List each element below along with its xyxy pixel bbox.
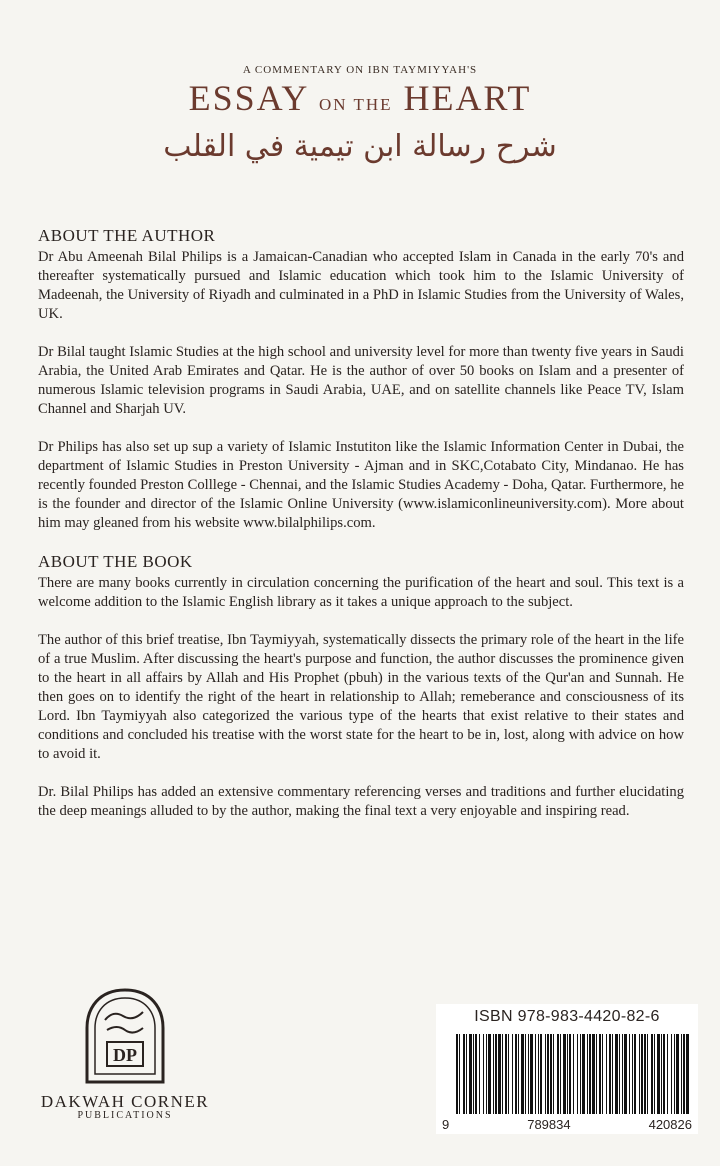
barcode-stripe — [676, 1034, 679, 1114]
barcode-stripe — [515, 1034, 517, 1114]
barcode-stripe — [641, 1034, 643, 1114]
barcode-stripe — [632, 1034, 633, 1114]
barcode-stripe — [661, 1034, 662, 1114]
publisher-emblem-icon — [79, 986, 171, 1090]
barcode-stripe — [624, 1034, 627, 1114]
barcode-stripe — [609, 1034, 611, 1114]
barcode-stripe — [686, 1034, 689, 1114]
barcode-stripe — [639, 1034, 640, 1114]
barcode-stripe — [456, 1034, 458, 1114]
barcode-stripe — [567, 1034, 568, 1114]
barcode-stripe — [518, 1034, 519, 1114]
barcode-stripe — [560, 1034, 561, 1114]
barcode-stripe — [547, 1034, 549, 1114]
barcode-stripe — [538, 1034, 539, 1114]
barcode-stripe — [540, 1034, 542, 1114]
barcode-stripe — [622, 1034, 623, 1114]
arabic-title: شرح رسالة ابن تيمية في القلب — [163, 129, 557, 164]
title-essay: ESSAY — [188, 78, 308, 118]
book-paragraph-2: The author of this brief treatise, Ibn Taymiyyah, systematically dissects the primary role of the heart in the life of a true Muslim. After discussing the heart's purpose and function, the author discusses the prominence given to the heart in all affairs by Allah and His Prophet (pbuh) in the various texts of the Qur'an and Sunnah. He then goes on to identify the right of the heart in relationship to Allah; remeberance and consciousness of its Lord. Ibn Taymiyyah also categorized the various type of the hearts that exist relative to their states and conditions and concluded his treatise with the worst state for the heart to be in, lost, along with advice on how to avoid it. — [38, 632, 684, 762]
barcode-stripe — [459, 1034, 460, 1114]
barcode-stripe — [587, 1034, 588, 1114]
barcode-stripe — [479, 1034, 480, 1114]
barcode-stripe — [545, 1034, 546, 1114]
barcode-stripe — [619, 1034, 620, 1114]
barcode-stripe — [488, 1034, 491, 1114]
barcode-stripe — [469, 1034, 472, 1114]
barcode-stripe — [615, 1034, 618, 1114]
barcode-stripe — [644, 1034, 646, 1114]
barcode-digits-mid: 789834 — [527, 1117, 571, 1132]
barcode-stripe — [651, 1034, 653, 1114]
emblem-letters: DP — [113, 1045, 137, 1065]
barcode-stripe — [683, 1034, 685, 1114]
barcode-stripe — [475, 1034, 477, 1114]
barcode-stripe — [550, 1034, 552, 1114]
author-paragraph-1: Dr Abu Ameenah Bilal Philips is a Jamaican-Canadian who accepted Islam in Canada in the early 70's and thereafter systematically pursued and Islamic education which took him to the Islamic University of Madeenah, the University of Riyadh and culminated in a PhD in Islamic Studies from the University of Wales, UK. — [38, 249, 684, 322]
barcode-stripe — [629, 1034, 630, 1114]
about-author-heading: ABOUT THE AUTHOR — [38, 226, 216, 245]
barcode-stripe — [530, 1034, 533, 1114]
barcode-stripe — [483, 1034, 484, 1114]
barcode-stripe — [599, 1034, 601, 1114]
barcode-stripe — [505, 1034, 507, 1114]
barcode-stripe — [525, 1034, 526, 1114]
barcode-stripe — [466, 1034, 467, 1114]
barcode-stripe — [495, 1034, 497, 1114]
barcode-stripe — [596, 1034, 597, 1114]
barcode-stripe — [602, 1034, 603, 1114]
barcode-stripe — [657, 1034, 660, 1114]
barcode-stripe — [674, 1034, 675, 1114]
barcode-stripe — [553, 1034, 554, 1114]
barcode-digit-left: 9 — [442, 1117, 450, 1132]
isbn-label: ISBN 978-983-4420-82-6 — [436, 1004, 698, 1030]
barcode-stripe — [521, 1034, 524, 1114]
about-book-heading: ABOUT THE BOOK — [38, 552, 193, 571]
barcode-stripe — [535, 1034, 536, 1114]
cover-body — [38, 226, 684, 840]
barcode-stripe — [512, 1034, 513, 1114]
title-heart: HEART — [403, 78, 532, 118]
barcode-stripe — [606, 1034, 607, 1114]
barcode-stripe — [592, 1034, 595, 1114]
barcode-digits — [442, 1117, 692, 1132]
barcode-stripe — [612, 1034, 613, 1114]
barcode-stripe — [528, 1034, 529, 1114]
barcode-stripe — [486, 1034, 487, 1114]
barcode-stripe — [463, 1034, 465, 1114]
author-paragraph-3: Dr Philips has also set up sup a variety of Islamic Instutiton like the Islamic Information Center in Dubai, the department of Islamic Studies in Preston University - Ajman and in SKC,Cotabato City, Mindanao. He has recently founded Preston Colllege - Chennai, and the Islamic Studies Academy - Doha, Qatar. Furthermore, he is the founder and director of the Islamic Online University (www.islamiconlineuniversity.com). More about him may gleaned from his website www.bilalphilips.com. — [38, 439, 684, 531]
barcode-stripe — [569, 1034, 571, 1114]
barcode-icon — [454, 1034, 692, 1120]
barcode-stripe — [582, 1034, 585, 1114]
barcode-stripe — [671, 1034, 672, 1114]
barcode-stripe — [502, 1034, 503, 1114]
barcode-bars — [436, 1030, 698, 1134]
barcode-stripe — [667, 1034, 668, 1114]
cover-header — [0, 64, 720, 164]
barcode-stripe — [573, 1034, 574, 1114]
barcode-stripe — [508, 1034, 509, 1114]
barcode-stripe — [577, 1034, 578, 1114]
barcode-stripe — [663, 1034, 665, 1114]
barcode-stripe — [493, 1034, 494, 1114]
title-on-the: ON THE — [319, 95, 393, 114]
barcode-stripe — [557, 1034, 559, 1114]
barcode-stripe — [498, 1034, 501, 1114]
barcode-stripe — [654, 1034, 655, 1114]
publisher-logo — [40, 986, 210, 1121]
barcode-stripe — [681, 1034, 682, 1114]
barcode-digits-right: 420826 — [648, 1117, 692, 1132]
barcode-stripe — [580, 1034, 581, 1114]
barcode-stripe — [473, 1034, 474, 1114]
book-paragraph-1: There are many books currently in circulation concerning the purification of the heart and soul. This text is a welcome addition to the Islamic English library as it takes a unique approach to the subject. — [38, 575, 684, 610]
isbn-barcode — [436, 1004, 698, 1134]
barcode-stripe — [589, 1034, 591, 1114]
publisher-name: DAKWAH CORNER — [40, 1092, 210, 1111]
book-paragraph-3: Dr. Bilal Philips has added an extensive commentary referencing verses and traditions and further elucidating the deep meanings alluded to by the author, making the final text a very enjoyable and inspiring read. — [38, 784, 684, 819]
barcode-stripe — [563, 1034, 566, 1114]
barcode-stripe — [647, 1034, 648, 1114]
commentary-kicker: A COMMENTARY ON IBN TAYMIYYAH'S — [242, 64, 478, 76]
barcode-stripe — [634, 1034, 636, 1114]
publisher-sub: PUBLICATIONS — [77, 1110, 173, 1121]
book-title — [0, 78, 720, 125]
author-paragraph-2: Dr Bilal taught Islamic Studies at the high school and university level for more than twenty five years in Saudi Arabia, the United Arab Emirates and Qatar. He is the author of over 50 books on Islam and a presenter of numerous Islamic television programs in Saudi Arabia, UAE, and on satellite channels like Peace TV, Islam Channel and Sharjah UV. — [38, 344, 684, 417]
